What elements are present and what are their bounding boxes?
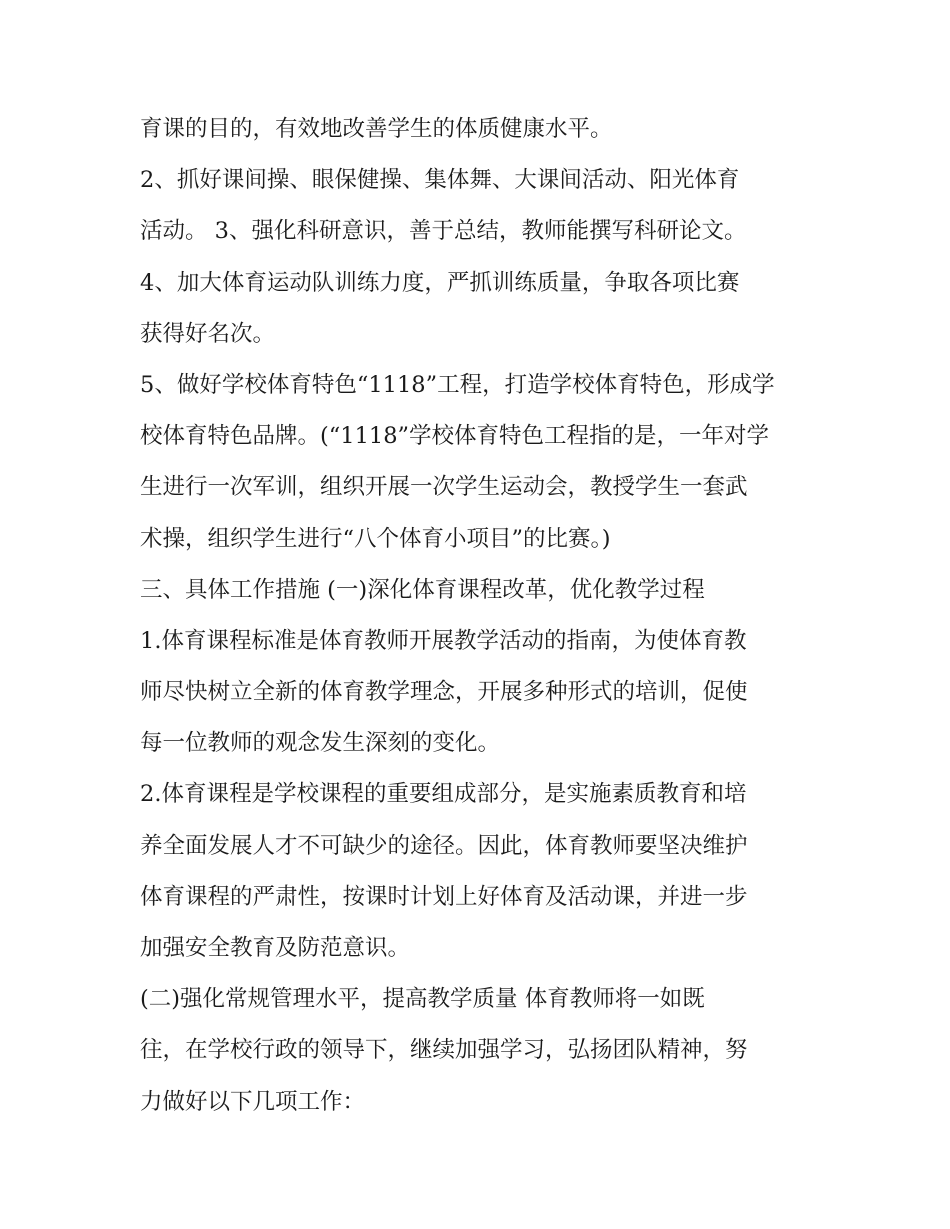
- text-line: 活动。 3、强化科研意识，善于总结，教师能撰写科研论文。: [140, 218, 747, 245]
- text-line: 加强安全教育及防范意识。: [140, 935, 411, 961]
- text-line: 往，在学校行政的领导下，继续加强学习，弘扬团队精神，努: [140, 1037, 748, 1064]
- text-line: 获得好名次。: [140, 320, 276, 347]
- subsection-heading: (二)强化常规管理水平，提高教学质量 体育教师将一如既: [140, 986, 705, 1013]
- text-line: 4、加大体育运动队训练力度，严抓训练质量，争取各项比赛: [140, 269, 740, 296]
- text-line: 1.体育课程标准是体育教师开展教学活动的指南，为使体育教: [140, 627, 747, 654]
- text-line: 2、抓好课间操、眼保健操、集体舞、大课间活动、阳光体育: [140, 167, 740, 194]
- text-line: 养全面发展人才不可缺少的途径。因此，体育教师要坚决维护: [140, 832, 748, 859]
- text-line: 师尽快树立全新的体育教学理念，开展多种形式的培训，促使: [140, 679, 748, 706]
- text-line: 每一位教师的观念发生深刻的变化。: [140, 730, 501, 757]
- text-line: 2.体育课程是学校课程的重要组成部分，是实施素质教育和培: [140, 781, 747, 808]
- text-line: 力做好以下几项工作：: [140, 1088, 366, 1115]
- section-heading: 三、具体工作措施 (一)深化体育课程改革，优化教学过程: [140, 576, 705, 603]
- text-line: 术操，组织学生进行“八个体育小项目”的比赛。): [140, 525, 611, 552]
- text-line: 生进行一次军训，组织开展一次学生运动会，教授学生一套武: [140, 474, 748, 501]
- text-line: 体育课程的严肃性，按课时计划上好体育及活动课，并进一步: [140, 883, 748, 910]
- text-line: 校体育特色品牌。(“1118”学校体育特色工程指的是，一年对学: [140, 423, 770, 450]
- text-line: 育课的目的，有效地改善学生的体质健康水平。: [140, 116, 613, 142]
- text-line: 5、做好学校体育特色“1118”工程，打造学校体育特色，形成学: [140, 371, 775, 398]
- body-text: [140, 104, 830, 1128]
